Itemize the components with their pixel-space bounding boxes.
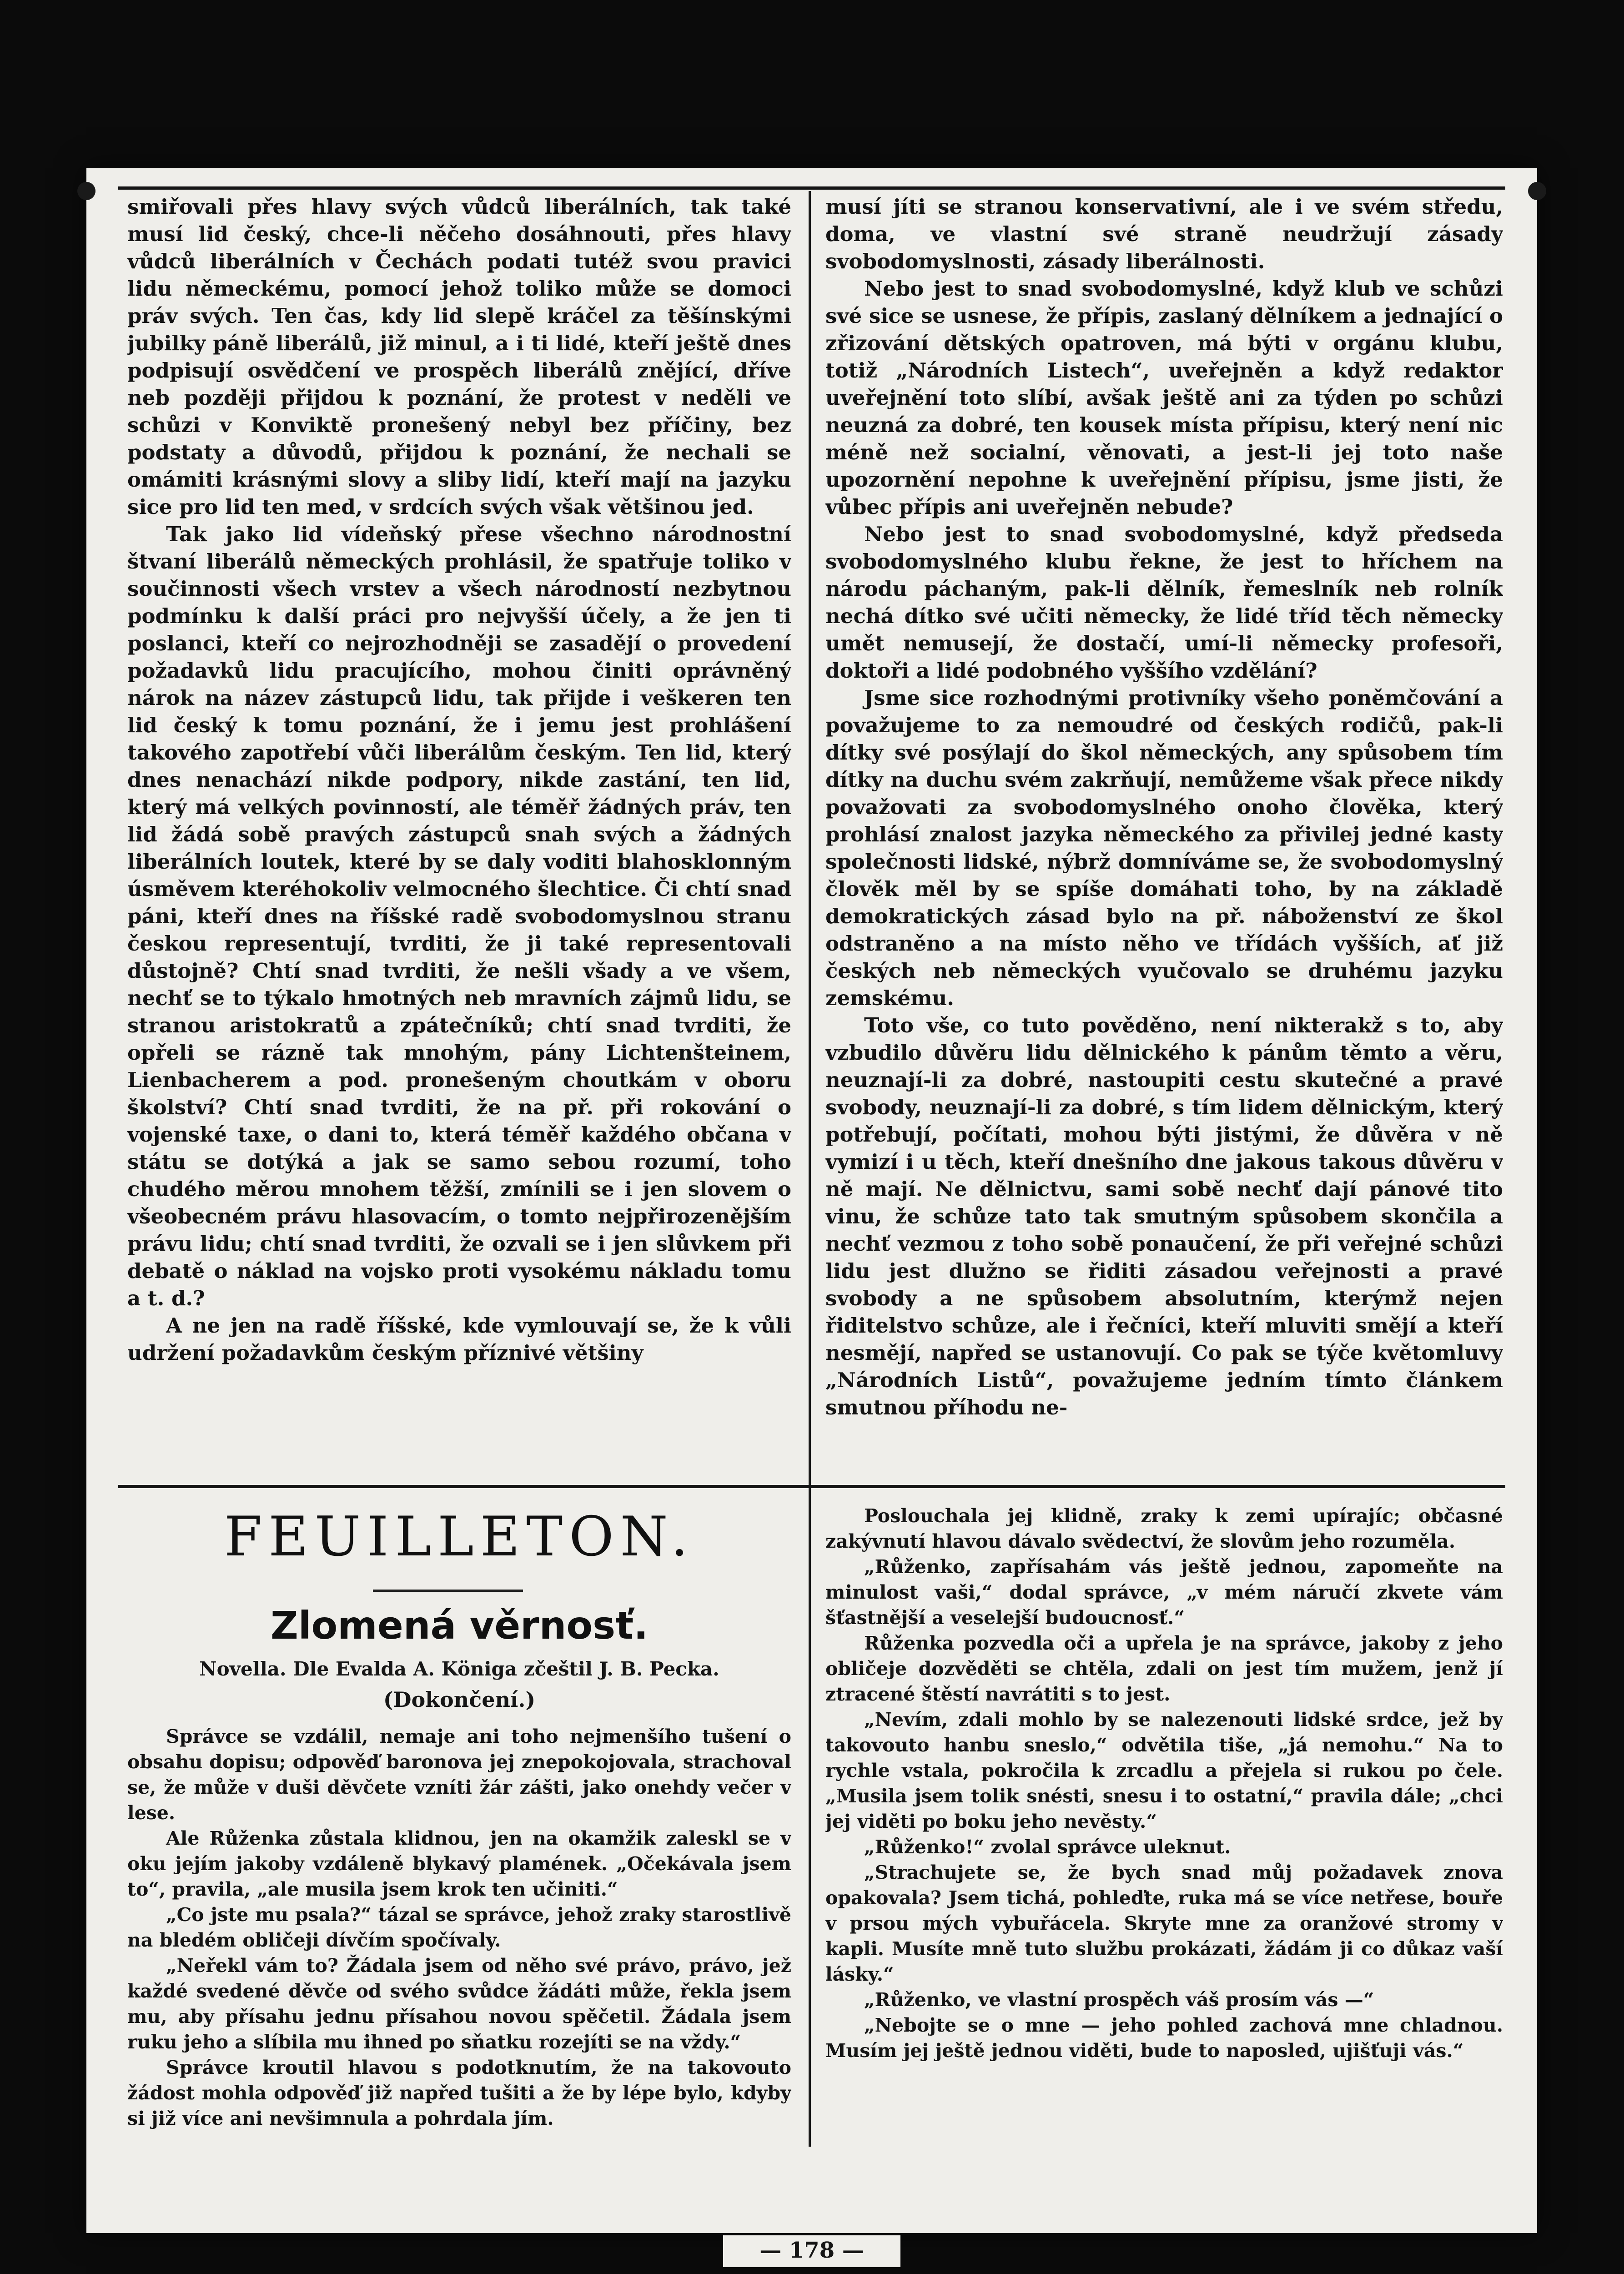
article-right-column [825,193,1503,1476]
column-divider [809,191,811,2147]
story-paragraph: Správce kroutil hlavou s podotknutím, že na takovouto žádost mohla odpověď již napřed tušiti a že by lépe bylo, kdyby si již více ani nevšimnula a pohrdala jím. [127,2057,791,2129]
article-paragraph: Nebo jest to snad svobodomyslné, když předseda svobodomyslného klubu řekne, že jest to hříchem na národu páchaným, pak-li dělník, řemeslník neb rolník nechá dítko své učiti německy, že lidé tříd těch německy umět nemusejí, že dostačí, umí-li německy profesoři, doktoři a lidé podobného vyššího vzdělání? [825,522,1503,683]
feuilleton-left-column [127,1724,791,2242]
newspaper-page [86,168,1537,2263]
feuilleton-separator-rule [118,1485,1505,1488]
story-paragraph: „Nevím, zdali mohlo by se nalezenouti lidské srdce, jež by takovouto hanbu sneslo,“ odvětila tiše, „já nemohu.“ Na to rychle vstala, pokročila k zrcadlu a přejela si rukou po čele. „Musila jsem tolik snésti, snesu i to ostatní,“ pravila dále; „chci jej viděti po boku jeho nevěsty.“ [825,1709,1503,1832]
story-paragraph: Růženka pozvedla oči a upřela je na správce, jakoby z jeho obličeje dozvěděti se chtěla, zdali on jest tím mužem, jenž jí ztracené štěstí navrátiti s to jest. [825,1632,1503,1705]
article-paragraph: Toto vše, co tuto pověděno, není nikterakž s to, aby vzbudilo důvěru lidu dělnického k pánům těmto a věru, neuznají-li za dobré, nastoupiti cestu skutečné a pravé svobody, neuznají-li za dobré, s tím lidem dělnickým, který potřebují, počítati, mohou býti jistými, že důvěra v ně vymizí i u těch, kteří dnešního dne jakous takous důvěru v ně mají. Ne dělnictvu, sami sobě nechť dají pánové tito vinu, že schůze tato tak smutným spůsobem skončila a nechť vezmou z toho sobě ponaučení, že při veřejné schůzi lidu jest dlužno se řiditi zásadou veřejnosti a pravé svobody a ne spůsobem absolutním, kterýmž nejen řiditelstvo schůze, ale i řečníci, kteří mluviti smějí a kteří nesmějí, napřed se ustanovují. Co pak se týče květomluvy „Národních Listů“, považujeme jedním tímto článkem smutnou příhodu ne- [825,1013,1503,1419]
title-short-rule [373,1590,523,1592]
feuilleton-right-column [825,1503,1503,2244]
story-paragraph: Ale Růženka zůstala klidnou, jen na okamžik zaleskl se v oku jejím jakoby vzdáleně blykavý plamének. „Očekávala jsem to“, pravila, „ale musila jsem krok ten učiniti.“ [127,1827,791,1900]
story-byline: Novella. Dle Evalda A. Königa zčeštil J. B. Pecka. [199,1658,719,1680]
corner-mark-right [1528,182,1546,200]
story-paragraph: „Růženko!“ zvolal správce uleknut. [864,1836,1231,1858]
article-paragraph: Tak jako lid vídeňský přese všechno národnostní štvaní liberálů německých prohlásil, že spatřuje toliko v součinnosti všech vrstev a všech národností nezbytnou podmínku k další práci pro nejvyšší účely, a že jen ti poslanci, kteří co nejrozhodněji se zasadějí o provedení požadavků lidu pracujícího, mohou činiti oprávněný nárok na název zástupců lidu, tak přijde i veškeren ten lid český k tomu poznání, že i jemu jest prohlášení takového zapotřebí vůči liberálům českým. Ten lid, který dnes nenachází nikde podpory, nikde zastání, ten lid, který má velkých povinností, ale téměř žádných práv, ten lid žádá sobě pravých zástupců snah svých a žádných liberálních loutek, které by se daly voditi blahosklonným úsměvem kteréhokoliv velmocného šlechtice. Či chtí snad páni, kteří dnes na říšské radě svobodomyslnou stranu českou representují, tvrditi, že ji také representovali důstojně? Chtí snad tvrditi, že nešli všady a ve všem, nechť se to týkalo hmotných neb mravních zájmů lidu, se stranou aristokratů a zpátečníků; chtí snad tvrditi, že opřeli se rázně tak mnohým, pány Lichtenšteinem, Lienbacherem a pod. pronešeným choutkám v oboru školství? Chtí snad tvrditi, že na př. při rokování o vojenské taxe, o dani to, která téměř každého občana v státu se dotýká a jak se samo sebou rozumí, toho chudého měrou mnohem těžší, zmínili se i jen slovem o všeobecném právu hlasovacím, o tomto nejpřirozenějším právu lidu; chtí snad tvrditi, že ozvali se i jen slůvkem při debatě o náklad na vojsko proti vysokému nákladu tomu a t. d.? [127,522,791,1310]
article-paragraph: smiřovali přes hlavy svých vůdců liberálních, tak také musí lid český, chce-li něčeho dosáhnouti, přes hlavy vůdců liberálních v Čechách podati tutéž svou pravici lidu německému, pomocí jehož toliko může se domoci práv svých. Ten čas, kdy lid slepě kráčel za těšínskými jubilky páně liberálů, již minul, a i ti lidé, kteří ještě dnes podpisují osvědčení ve prospěch liberálů znějící, dříve neb později přijdou k poznání, že protest v neděli ve schůzi v Konviktě pronešený nebyl bez příčiny, bez podstaty a důvodů, přijdou k poznání, že nechali se omámiti krásnými slovy a sliby lidí, kteří mají na jazyku sice pro lid ten med, v srdcích svých však většinou jed. [127,195,791,519]
story-paragraph: „Strachujete se, že bych snad můj požadavek znova opakovala? Jsem tichá, pohleďte, ruka má se více netřese, bouře v prsou mých vybuřácela. Skryte mne za oranžové stromy v kapli. Musíte mně tuto službu prokázati, žádám ji co důkaz vaší lásky.“ [825,1861,1503,1985]
corner-mark-left [77,182,96,200]
story-paragraph: Poslouchala jej klidně, zraky k zemi upírajíc; občasné zakývnutí hlavou dávalo svědectví, že slovům jeho rozuměla. [825,1505,1503,1552]
story-paragraph: „Co jste mu psala?“ tázal se správce, jehož zraky starostlivě na bledém obličeji dívčím spočívaly. [127,1904,791,1951]
top-rule [118,186,1505,190]
story-paragraph: „Neřekl vám to? Žádala jsem od něho své právo, právo, jež každé svedené děvče od svého svůdce žádáti může, řekla jsem mu, aby přísahu jednu přísahou novou spěčetil. Žádala jsem ruku jeho a slíbila mu ihned po sňatku rozejíti se na vždy.“ [127,1955,791,2053]
article-paragraph: A ne jen na radě říšské, kde vymlouvají se, že k vůli udržení požadavkům českým příznivé většiny [127,1313,791,1365]
story-paragraph: „Nebojte se o mne — jeho pohled zachová mne chladnou. Musím jej ještě jednou viděti, bude to naposled, ujišťuji vás.“ [825,2014,1503,2062]
feuilleton-heading: FEUILLETON. [224,1505,695,1569]
story-paragraph: Správce se vzdálil, nemaje ani toho nejmenšího tušení o obsahu dopisu; odpověď baronova jej znepokojovala, strachoval se, že může v duši děvčete vzníti žár zášti, jako onehdy večer v lese. [127,1726,791,1824]
story-continuation-note: (Dokončení.) [383,1687,536,1712]
article-paragraph: musí jíti se stranou konservativní, ale i ve svém středu, doma, ve vlastní své straně neudržují zásady svobodomyslnosti, zásady liberálnosti. [825,195,1503,273]
article-left-column [127,193,791,1476]
page-number: — 178 — [759,2238,864,2263]
article-paragraph: Jsme sice rozhodnými protivníky všeho poněmčování a považujeme to za nemoudré od českých rodičů, pak-li dítky své posýlají do škol německých, any spůsobem tím dítky na duchu svém zakrňují, nemůžeme však přece nikdy považovati za svobodomyslného onoho člověka, který prohlásí znalost jazyka německého za přivilej jedné kasty společnosti lidské, nýbrž domníváme se, že svobodomyslný člověk měl by se spíše domáhati toho, by na základě demokratických zásad bylo na př. náboženství ze škol odstraněno a na místo něho ve třídách vyšších, ať již českých neb německých vyučovalo se druhému jazyku zemskému. [825,686,1503,1010]
story-paragraph: „Růženko, ve vlastní prospěch váš prosím vás —“ [864,1989,1374,2011]
story-title: Zlomená věrnosť. [270,1603,649,1648]
article-paragraph: Nebo jest to snad svobodomyslné, když klub ve schůzi své sice se usnese, že přípis, zaslaný dělníkem a jednající o zřizování dětských opatroven, má býti v orgánu klubu, totiž „Národních Listech“, uveřejněn a když redaktor uveřejnění toto slíbí, avšak ještě ani za týden po schůzi neuzná za dobré, ten kousek místa přípisu, který není nic méně než socialní, věnovati, a jest-li jej toto naše upozornění nepohne k uveřejnění přípisu, jsme jisti, že vůbec přípis ani uveřejněn nebude? [825,277,1503,519]
story-paragraph: „Růženko, zapřísahám vás ještě jednou, zapomeňte na minulost vaši,“ dodal správce, „v mém náručí zkvete vám šťastnější a veselejší budoucnosť.“ [825,1556,1503,1629]
